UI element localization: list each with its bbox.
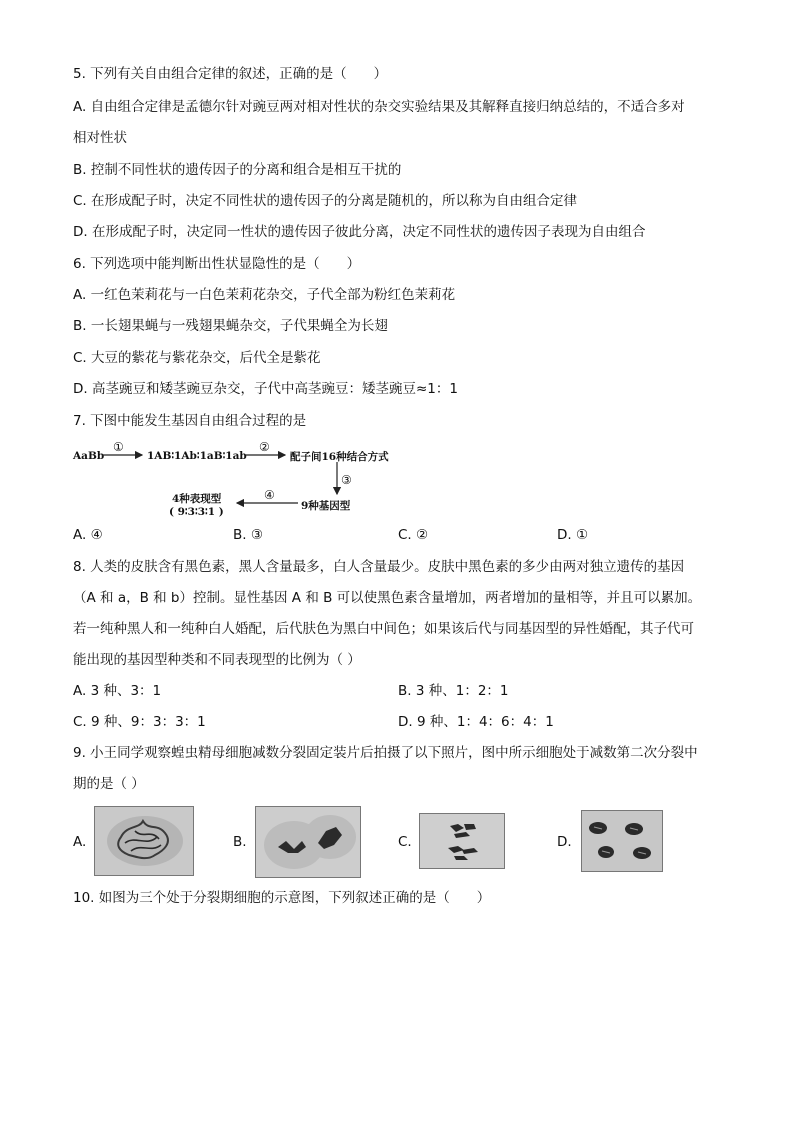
q8-option-c: C. 9 种、9：3：3：1 [73,714,206,730]
diagram-genotype: AaBb [73,450,105,462]
q7-option-d: D. ① [557,527,589,543]
diagram-phenotypes: 4种表现型 [172,493,222,505]
q9-option-d: D. [557,834,572,850]
q6-option-b: B. 一长翅果蝇与一残翅果蝇杂交，子代果蝇全为长翅 [73,318,388,334]
diagram-step-4: ④ [264,488,275,502]
q10-stem: 10. 如图为三个处于分裂期细胞的示意图，下列叙述正确的是（ ） [73,890,491,906]
q9-photo-d [581,810,663,872]
q8-stem-line-2: （A 和 a，B 和 b）控制。显性基因 A 和 B 可以使黑色素含量增加，两者增加的量相等，并且可以累加。 [73,590,702,606]
q9-photo-b [255,806,361,878]
q8-option-a: A. 3 种、3：1 [73,683,162,699]
q6-option-a: A. 一红色茉莉花与一白色茉莉花杂交，子代全部为粉红色茉莉花 [73,287,456,303]
q5-option-d: D. 在形成配子时，决定同一性状的遗传因子彼此分离，决定不同性状的遗传因子表现为自由组合 [73,224,646,240]
diagram-genotypes: 9种基因型 [301,500,351,512]
q6-stem: 6. 下列选项中能判断出性状显隐性的是（ ） [73,256,361,272]
diagram-step-3: ③ [341,473,352,487]
q5-option-a-cont: 相对性状 [73,130,127,146]
q7-option-a: A. ④ [73,527,103,543]
diagram-ratio: ( 9∶3∶3∶1 ) [169,506,224,518]
q8-stem-line-4: 能出现的基因型种类和不同表现型的比例为（ ） [73,652,361,668]
q9-option-b: B. [233,834,247,850]
diagram-arrows [0,0,794,560]
q7-option-c: C. ② [398,527,429,543]
diagram-combinations: 配子间16种结合方式 [290,451,389,463]
diagram-gametes: 1AB∶1Ab∶1aB∶1ab [147,450,247,462]
q5-option-c: C. 在形成配子时，决定不同性状的遗传因子的分离是随机的，所以称为自由组合定律 [73,193,578,209]
q7-option-b: B. ③ [233,527,263,543]
q7-stem: 7. 下图中能发生基因自由组合过程的是 [73,413,307,429]
q8-option-d: D. 9 种、1：4：6：4：1 [398,714,554,730]
q8-stem-line-3: 若一纯种黑人和一纯种白人婚配，后代肤色为黑白中间色；如果该后代与同基因型的异性婚配，其子代可 [73,621,694,637]
q9-stem-line-2: 期的是（ ） [73,776,145,792]
q5-stem: 5. 下列有关自由组合定律的叙述，正确的是（ ） [73,66,388,82]
q9-photo-a [94,806,194,876]
q8-option-b: B. 3 种、1：2：1 [398,683,509,699]
q9-option-c: C. [398,834,412,850]
q8-stem-line-1: 8. 人类的皮肤含有黑色素，黑人含量最多，白人含量最少。皮肤中黑色素的多少由两对独立遗传的基因 [73,559,685,575]
q5-option-b: B. 控制不同性状的遗传因子的分离和组合是相互干扰的 [73,162,402,178]
q6-option-c: C. 大豆的紫花与紫花杂交，后代全是紫花 [73,350,321,366]
q9-stem-line-1: 9. 小王同学观察蝗虫精母细胞减数分裂固定装片后拍摄了以下照片，图中所示细胞处于减数第二次分裂中 [73,745,698,761]
diagram-step-2: ② [259,440,270,454]
diagram-step-1: ① [113,440,124,454]
q5-option-a: A. 自由组合定律是孟德尔针对豌豆两对相对性状的杂交实验结果及其解释直接归纳总结的，不适合多对 [73,99,685,115]
q9-photo-c [419,813,505,869]
q6-option-d: D. 高茎豌豆和矮茎豌豆杂交，子代中高茎豌豆：矮茎豌豆≈1：1 [73,381,458,397]
q9-option-a: A. [73,834,87,850]
